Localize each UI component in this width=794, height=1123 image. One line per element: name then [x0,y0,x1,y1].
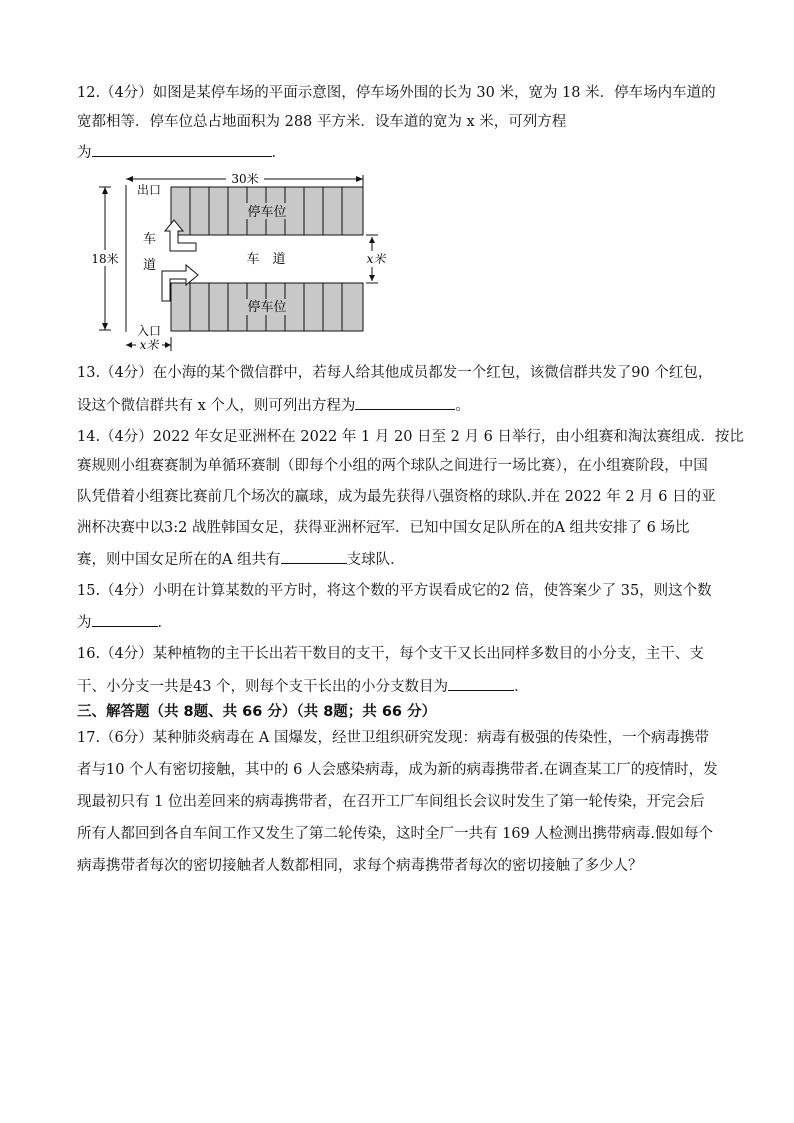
q16-line-1: 16.（4分）某种植物的主干长出若干数目的支干，每个支干又长出同样多数目的小分支，主干、支 [77,646,704,662]
q12-line-1: 12.（4分）如图是某停车场的平面示意图，停车场外围的长为 30 米，宽为 18 米．停车场内车道的 [77,85,716,101]
q13-answer-blank[interactable] [355,395,455,410]
q14-answer-blank[interactable] [281,549,347,564]
road-width-label: x米 [366,252,386,266]
q16-suffix: ． [514,679,529,695]
q14-line-3: 队凭借着小组赛比赛前几个场次的赢球，成为最先获得八强资格的球队.并在 2022 年 2 月 6 日的亚 [77,489,716,505]
q14-line-5 [77,549,405,570]
q16-line-2 [77,676,529,697]
q17-line-1: 17.（6分）某种肺炎病毒在 A 国爆发，经世卫组织研究发现：病毒有极强的传染性，一个病毒携带 [77,730,709,746]
q13-prefix: 设这个微信群共有 x 个人，则可列出方程为 [77,398,356,414]
q14-prefix: 赛，则中国女足所在的A 组共有 [77,552,281,568]
q12-line-2: 宽都相等．停车位总占地面积为 288 平方米．设车道的宽为 x 米，可列方程 [77,114,567,130]
q15-answer-blank[interactable] [92,612,158,627]
height-label: 18米 [91,252,119,266]
section-heading: 三、解答题（共 8题、共 66 分）（共 8题；共 66 分） [77,704,437,720]
q13-line-1: 13.（4分）在小海的某个微信群中，若每人给其他成员都发一个红包，该微信群共发了90 个红包， [77,365,713,381]
q12-suffix: ． [271,145,286,161]
q15-line-2 [77,612,172,633]
q16-prefix: 干、小分支一共是43 个，则每个支干长出的小分支数目为 [77,679,449,695]
road-label: 车 道 [246,252,286,267]
q17-line-4: 所有人都回到各自车间工作又发生了第二轮传染，这时全厂一共有 169 人检测出携带病毒.假如每个 [77,826,713,842]
q16-answer-blank[interactable] [448,676,514,691]
q14-line-2: 赛规则小组赛赛制为单循环赛制（即每个小组的两个球队之间进行一场比赛），在小组赛阶段，中国 [77,458,708,474]
q12-prefix: 为 [77,145,92,161]
entrance-label: 入口 [137,324,162,338]
q15-line-1: 15.（4分）小明在计算某数的平方时，将这个数的平方误看成它的2 倍，使答案少了 35，则这个数 [77,583,712,599]
q17-line-5: 病毒携带者每次的密切接触者人数都相同，求每个病毒携带者每次的密切接触了多少人？ [77,858,643,874]
road-side-label-2: 道 [143,258,157,273]
q12-line-3 [77,142,286,163]
width-label: 30米 [231,172,259,186]
q14-suffix: 支球队． [346,552,405,568]
bottom-x-label: x米 [139,338,159,352]
q14-line-1: 14.（4分）2022 年女足亚洲杯在 2022 年 1 月 20 日至 2 月 6 日举行，由小组赛和淘汰赛组成．按比 [77,429,744,445]
parking-lot-diagram [0,165,794,365]
q15-prefix: 为 [77,615,92,631]
q13-line-2 [77,395,470,416]
q12-answer-blank[interactable] [92,142,272,157]
exit-label: 出口 [137,183,162,197]
parking-label-top: 停车位 [247,205,287,220]
q17-line-2: 者与10 个人有密切接触，其中的 6 人会感染病毒，成为新的病毒携带者.在调查某工厂的疫情时，发 [77,762,718,778]
q15-suffix: ． [157,615,172,631]
q13-suffix: 。 [455,398,470,414]
q14-line-4: 洲杯决赛中以3:2 战胜韩国女足，获得亚洲杯冠军．已知中国女足队所在的A 组共安排了 6 场比 [77,520,690,536]
parking-label-bottom: 停车位 [247,300,287,315]
q17-line-3: 现最初只有 1 位出差回来的病毒携带者，在召开工厂车间组长会议时发生了第一轮传染，开完会后 [77,794,705,810]
road-side-label-1: 车 [143,232,157,247]
